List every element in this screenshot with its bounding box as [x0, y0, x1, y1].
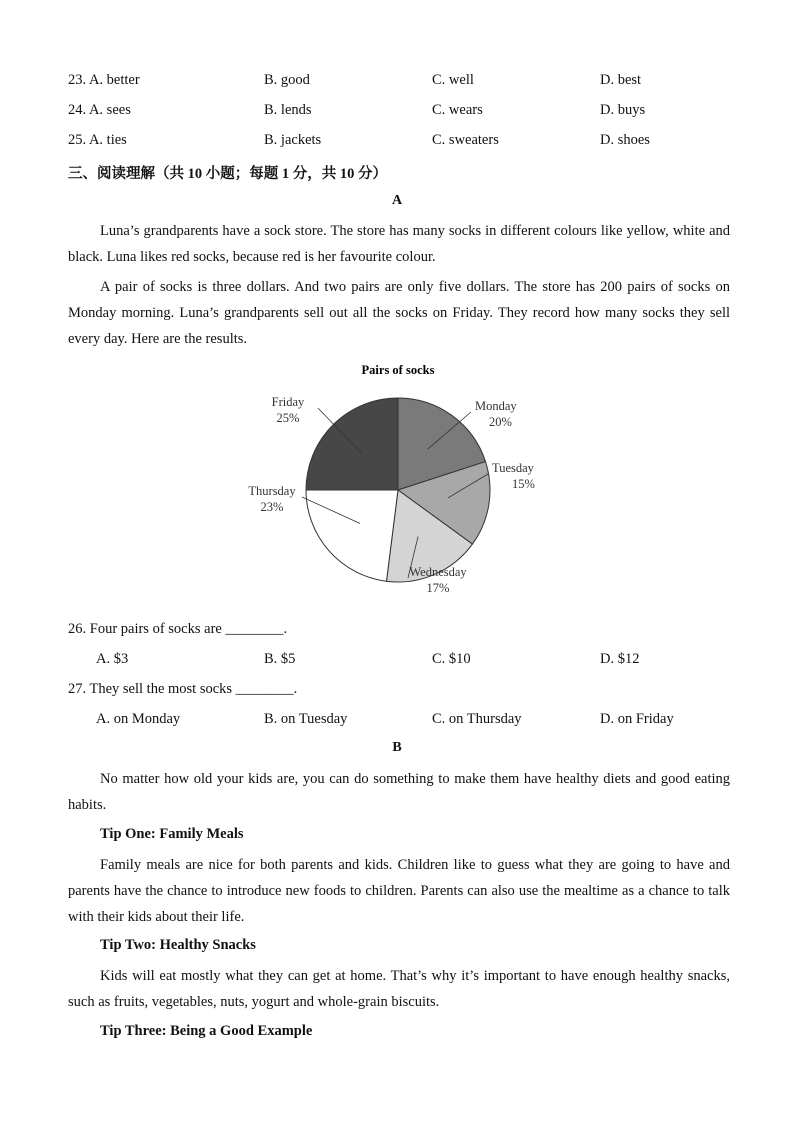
option-row-23 [68, 72, 730, 92]
option-c: C. on Thursday [432, 711, 522, 727]
option-b: B. on Tuesday [264, 711, 348, 727]
slice-label-monday: Monday [475, 399, 517, 413]
slice-label-thursday: Thursday [248, 484, 296, 498]
option-d: D. $12 [600, 651, 640, 667]
option-a: A. $3 [96, 651, 129, 667]
option-row-24 [68, 102, 730, 122]
question-27-stem: 27. They sell the most socks ________. [68, 681, 298, 697]
chart-title: Pairs of socks [361, 363, 435, 377]
option-c: C. well [432, 72, 474, 88]
passage-a-paragraph-1: Luna’s grandparents have a sock store. The store has many socks in different colours like yellow, white and black. Luna likes red socks, because red is her favourite colour. [68, 223, 730, 265]
option-c: C. $10 [432, 651, 471, 667]
option-c: C. wears [432, 102, 483, 118]
option-a: 24. A. sees [68, 102, 131, 118]
slice-percent-wednesday: 17% [426, 581, 450, 595]
option-d: D. on Friday [600, 711, 674, 727]
slice-label-friday: Friday [271, 395, 305, 409]
tip-one-text: Family meals are nice for both parents and kids. Children like to guess what they are going to have and parents have the chance to introduce new foods to children. Parents can also use the mealtime as a chance to talk with their kids about their life. [68, 857, 730, 925]
passage-b-intro: No matter how old your kids are, you can do something to make them have healthy diets and good eating habits. [68, 771, 730, 813]
tip-two-text: Kids will eat mostly what they can get at home. That’s why it’s important to have enough healthy snacks, such as fruits, vegetables, nuts, yogurt and whole-grain biscuits. [68, 968, 730, 1010]
slice-label-wednesday: Wednesday [409, 565, 467, 579]
question-26-stem: 26. Four pairs of socks are ________. [68, 621, 288, 637]
question-26-options [96, 651, 730, 671]
tip-two-heading: Tip Two: Healthy Snacks [100, 937, 256, 953]
slice-label-tuesday: Tuesday [492, 461, 534, 475]
pie-slice-thursday [306, 490, 398, 581]
option-b: B. $5 [264, 651, 296, 667]
option-d: D. best [600, 72, 642, 88]
option-b: B. lends [264, 102, 312, 118]
option-a: 25. A. ties [68, 132, 127, 148]
option-b: B. jackets [264, 132, 322, 148]
passage-a-letter: A [391, 193, 403, 208]
option-a: 23. A. better [68, 72, 140, 88]
option-d: D. shoes [600, 132, 650, 148]
passage-a-paragraph-2: A pair of socks is three dollars. And two pairs are only five dollars. The store has 200 pairs of socks on Monday morning. Luna’s grandparents sell out all the socks on Friday. They record how many socks they sell every day. Here are the results. [68, 279, 730, 347]
pie-chart [230, 358, 570, 608]
passage-b-letter: B [392, 740, 402, 755]
option-c: C. sweaters [432, 132, 499, 148]
option-d: D. buys [600, 102, 646, 118]
option-row-25 [68, 132, 730, 152]
option-a: A. on Monday [96, 711, 181, 727]
section-title: 三、阅读理解（共 10 小题；每题 1 分，共 10 分） [68, 166, 387, 182]
slice-percent-tuesday: 15% [512, 477, 535, 491]
slice-percent-friday: 25% [276, 411, 300, 425]
question-27-options [96, 711, 730, 731]
option-b: B. good [264, 72, 310, 88]
slice-percent-monday: 20% [489, 415, 512, 429]
tip-one-heading: Tip One: Family Meals [100, 826, 244, 842]
slice-percent-thursday: 23% [260, 500, 284, 514]
tip-three-heading: Tip Three: Being a Good Example [100, 1023, 313, 1039]
